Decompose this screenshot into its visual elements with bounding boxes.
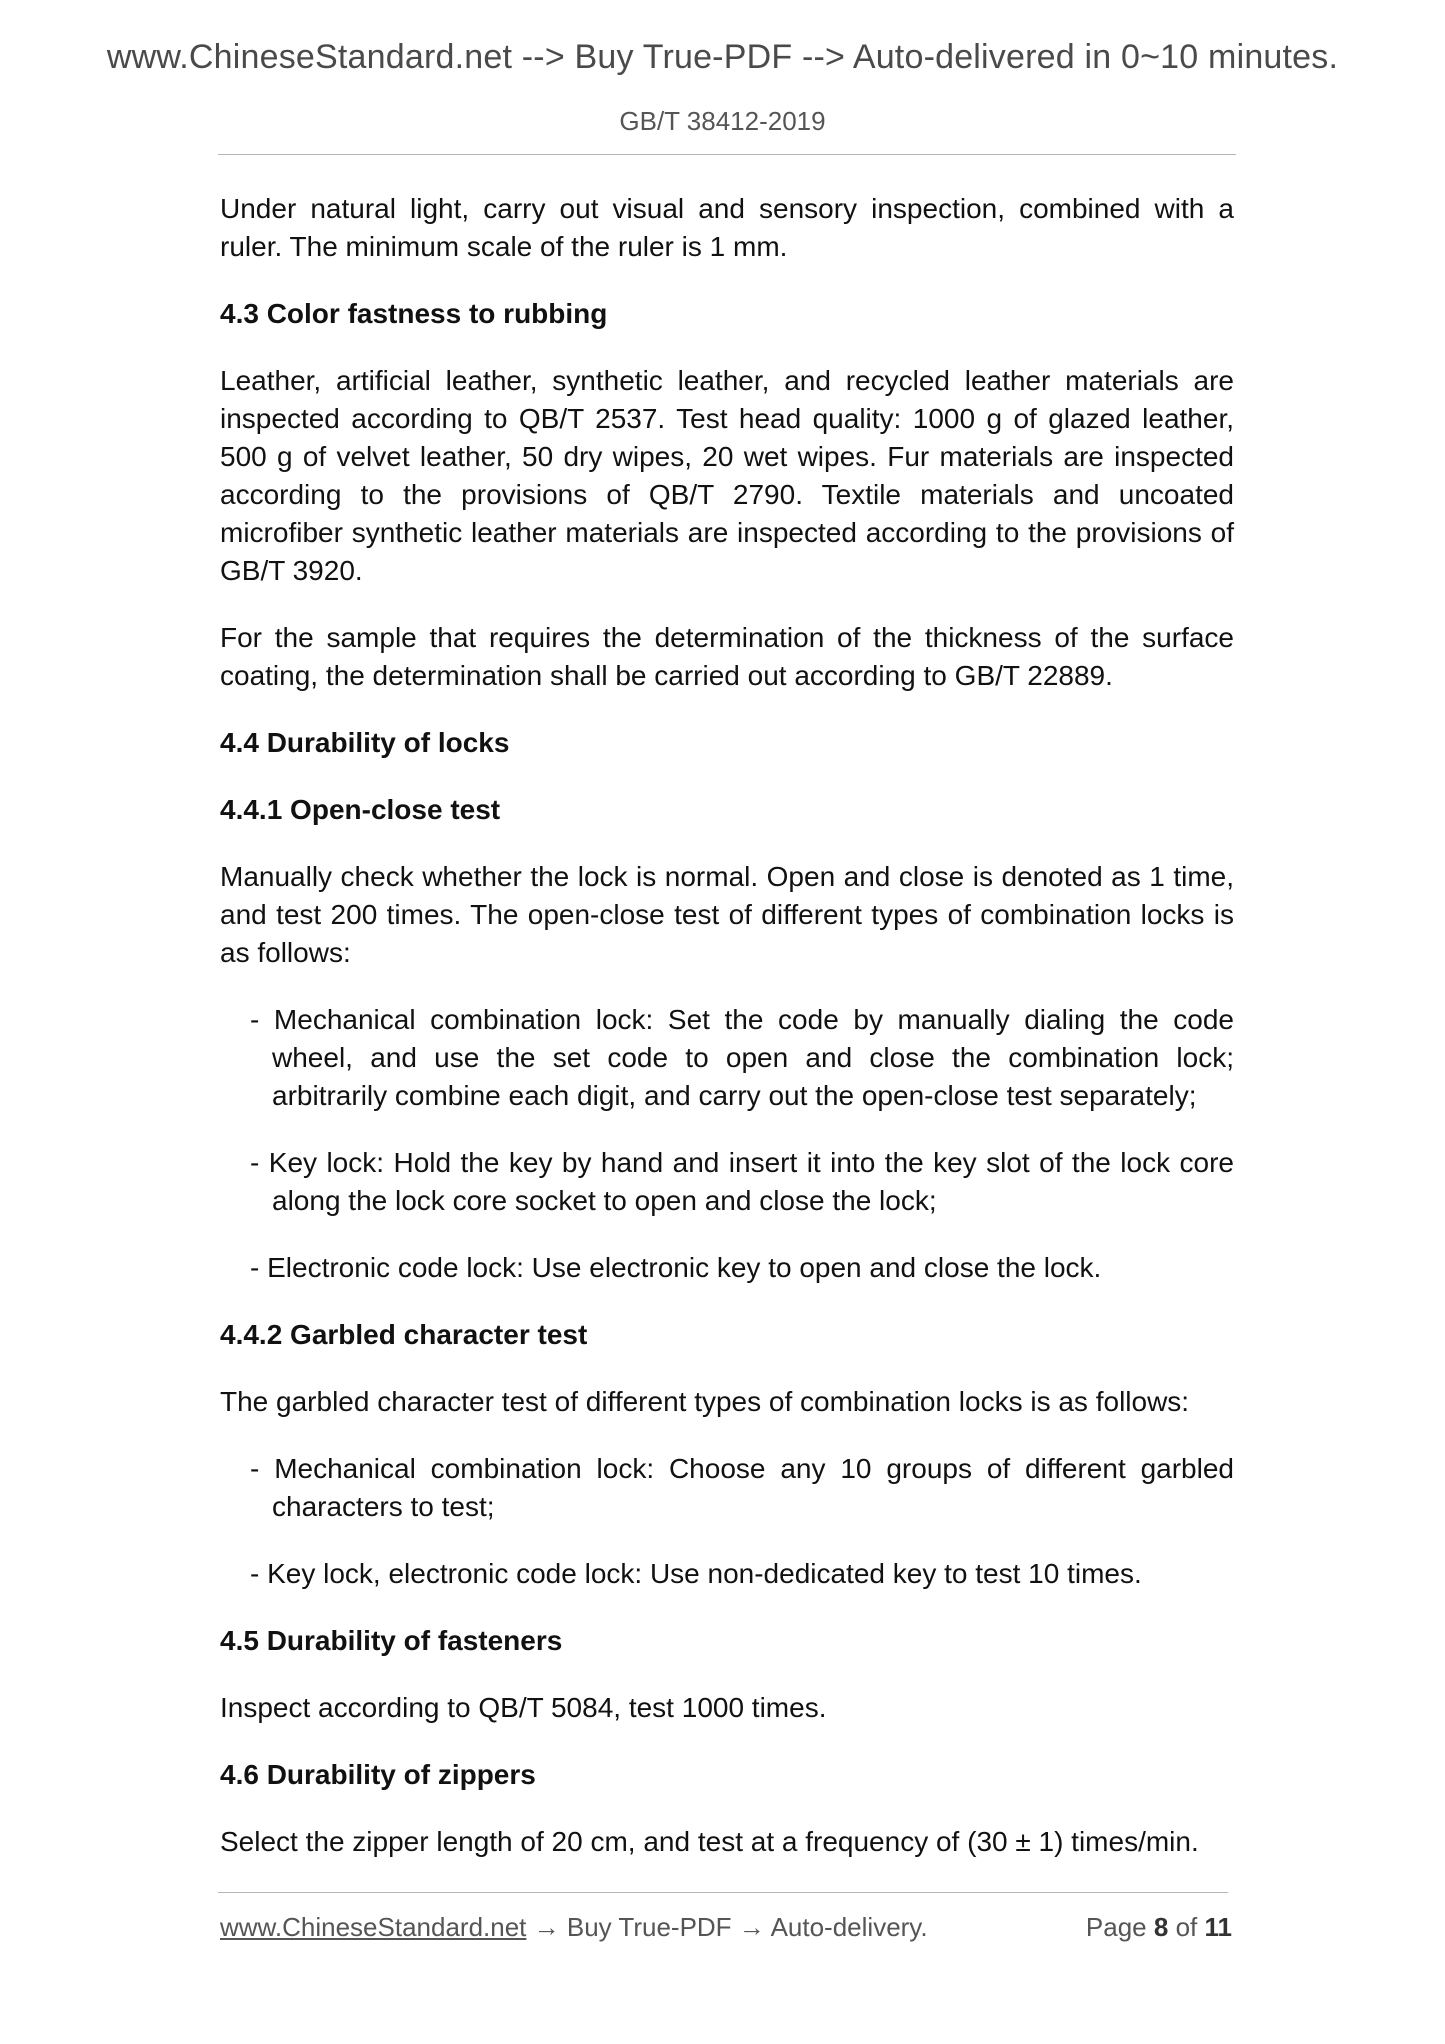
heading-4-4: 4.4 Durability of locks [220, 727, 510, 758]
footer-left [220, 1912, 928, 1943]
paragraph-4-3-a: Leather, artificial leather, synthetic leather, and recycled leather materials are inspected according to QB/T 2537. Test head quality: 1000 g of glazed leather, 500 g of velvet leather, 50 dry wipes, 20 wet wipes. Fur materials are inspected according to the provisions of QB/T 2790. Textile materials and uncoated microfiber synthetic leather materials are inspected according to the provisions of GB/T 3920. [220, 365, 1234, 586]
standard-number: GB/T 38412-2019 [619, 106, 826, 136]
list-item: - Mechanical combination lock: Choose any 10 groups of different garbled characters to test; [250, 1453, 1234, 1522]
list-item: - Electronic code lock: Use electronic key to open and close the lock. [250, 1252, 1102, 1283]
paragraph-4-6: Select the zipper length of 20 cm, and test at a frequency of (30 ± 1) times/min. [220, 1826, 1199, 1857]
intro-paragraph: Under natural light, carry out visual and sensory inspection, combined with a ruler. The minimum scale of the ruler is 1 mm. [220, 193, 1234, 262]
page-total: 11 [1204, 1912, 1232, 1942]
document-body [220, 190, 1234, 1890]
top-banner: www.ChineseStandard.net --> Buy True-PDF --> Auto-delivered in 0~10 minutes. [106, 38, 1339, 76]
page-indicator [1086, 1912, 1232, 1943]
footer-site-link[interactable]: www.ChineseStandard.net [220, 1912, 527, 1942]
paragraph-4-4-2: The garbled character test of different types of combination locks is as follows: [220, 1386, 1190, 1417]
footer-divider [218, 1892, 1228, 1893]
list-item: - Key lock, electronic code lock: Use non-dedicated key to test 10 times. [250, 1558, 1142, 1589]
heading-4-5: 4.5 Durability of fasteners [220, 1625, 563, 1656]
heading-4-3: 4.3 Color fastness to rubbing [220, 298, 608, 329]
heading-4-6: 4.6 Durability of zippers [220, 1759, 536, 1790]
paragraph-4-4-1: Manually check whether the lock is normal. Open and close is denoted as 1 time, and test 200 times. The open-close test of different types of combination locks is as follows: [220, 861, 1234, 968]
footer-tagline: → Buy True-PDF → Auto-delivery. [526, 1912, 928, 1942]
page-current: 8 [1153, 1912, 1169, 1942]
list-item: - Mechanical combination lock: Set the code by manually dialing the code wheel, and use the set code to open and close the combination lock; arbitrarily combine each digit, and carry out the open-close test separately; [250, 1004, 1234, 1111]
list-item: - Key lock: Hold the key by hand and insert it into the key slot of the lock core along the lock core socket to open and close the lock; [250, 1147, 1234, 1216]
page-footer [220, 1912, 1232, 1943]
page-label: Page [1085, 1912, 1147, 1942]
header-divider [218, 154, 1236, 155]
heading-4-4-1: 4.4.1 Open-close test [220, 794, 501, 825]
page-of: of [1175, 1912, 1198, 1942]
heading-4-4-2: 4.4.2 Garbled character test [220, 1319, 588, 1350]
paragraph-4-5: Inspect according to QB/T 5084, test 1000 times. [220, 1692, 827, 1723]
paragraph-4-3-b: For the sample that requires the determination of the thickness of the surface coating, the determination shall be carried out according to GB/T 22889. [220, 622, 1234, 691]
